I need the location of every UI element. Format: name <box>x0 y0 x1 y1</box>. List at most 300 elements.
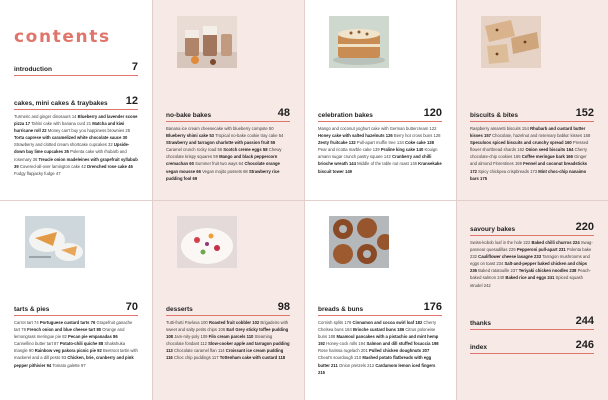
recipe-page: 110 <box>246 334 254 340</box>
recipe-title: Blueberry and lavender scone pizza <box>14 114 138 127</box>
recipe-list <box>166 319 290 362</box>
recipe-title: Honey cake with salted hazelnuts <box>318 133 385 139</box>
recipe-list <box>318 125 442 175</box>
recipe-title: Covered-all-over lamington cake <box>19 163 81 169</box>
section-rule <box>166 121 290 122</box>
recipe-title: Turmeric and ginger dinosaurs <box>14 114 71 119</box>
section-heading[interactable] <box>14 62 138 73</box>
recipe-entry[interactable] <box>478 169 537 174</box>
recipe-title: Honey-cock rolls <box>326 341 358 347</box>
recipe-page: 100 <box>200 320 208 325</box>
biscuit-bark-photo <box>481 16 541 68</box>
recipe-title: Rose harissa rugelach <box>318 348 360 354</box>
recipe-page: 114 <box>217 348 225 354</box>
recipe-page: 46 <box>128 163 133 169</box>
recipe-page: 17 <box>25 121 31 127</box>
recipe-entry[interactable] <box>318 320 351 325</box>
recipe-title: Strawberry and tarragon charlotte with passion fruit <box>166 140 270 146</box>
recipe-entry[interactable] <box>40 320 95 325</box>
section-heading[interactable] <box>14 302 138 313</box>
recipe-title: Matcha and kiwi hurricane roll <box>14 121 125 134</box>
recipe-title: Cherry chocolate-chip cookies <box>470 147 588 160</box>
recipe-entry[interactable] <box>470 140 572 145</box>
recipe-list <box>14 113 138 177</box>
recipe-page: 82 <box>62 334 67 340</box>
recipe-title: Berry hot cross buns <box>393 133 433 139</box>
recipe-entry[interactable] <box>20 164 86 169</box>
recipe-page: 166 <box>565 154 573 160</box>
recipe-page: 90 <box>28 348 34 354</box>
recipe-title: Portuguese custard tarts <box>39 320 90 325</box>
recipe-title: Tarragon mushrooms and eggs on toast <box>470 254 590 267</box>
section-desserts <box>166 302 290 362</box>
recipe-entry[interactable] <box>48 128 130 133</box>
recipe-title: Orange and lemongrass meringue pie <box>14 327 125 340</box>
recipe-entry[interactable] <box>353 327 404 332</box>
recipe-entry[interactable] <box>318 126 437 131</box>
recipe-entry[interactable] <box>166 147 222 152</box>
recipe-entry[interactable] <box>202 169 248 174</box>
recipe-entry[interactable] <box>318 355 361 360</box>
recipe-title: Baked ratatouille <box>478 268 510 274</box>
recipe-title: Swag-pannear quesadillas <box>470 240 593 253</box>
recipe-entry[interactable] <box>366 341 438 346</box>
recipe-page: 237 <box>510 268 518 274</box>
section-rule <box>14 75 138 76</box>
recipe-entry[interactable] <box>60 341 103 346</box>
section-biscuits <box>470 108 594 182</box>
recipe-title: Filo cream parcels <box>208 334 246 340</box>
recipe-page: 21 <box>86 121 92 127</box>
recipe-entry[interactable] <box>223 147 267 152</box>
section-heading[interactable] <box>318 302 442 313</box>
recipe-entry[interactable] <box>394 133 441 138</box>
recipe-entry[interactable] <box>522 154 573 159</box>
recipe-entry[interactable] <box>357 140 404 145</box>
recipe-page: 93 <box>61 355 67 361</box>
recipe-entry[interactable] <box>318 348 368 353</box>
recipe-title: Mango and coconut yoghurt cake with German buttercream <box>318 126 429 131</box>
recipe-page: 39 <box>14 163 19 169</box>
recipe-page: 86 <box>112 334 118 340</box>
recipe-entry[interactable] <box>519 268 577 273</box>
section-heading[interactable] <box>14 96 138 107</box>
section-heading[interactable] <box>318 108 442 119</box>
recipe-page: 241 <box>547 275 555 281</box>
recipe-title: Cauliflower cheese lasagne <box>478 254 533 260</box>
recipe-title: Jam-roly-poly <box>174 334 200 340</box>
recipe-title: Pecan pie empanadas <box>68 334 112 340</box>
recipe-title: Tropical no-bake cookie tray cake <box>215 133 278 139</box>
recipe-entry[interactable] <box>14 114 76 119</box>
recipe-title: Mango and black peppercorn cremachan <box>166 154 278 167</box>
recipe-title: Choc chip puddings <box>173 355 211 361</box>
recipe-title: Chocolate caramel flan <box>173 348 217 354</box>
recipe-entry[interactable] <box>525 147 573 152</box>
section-rule <box>318 315 442 316</box>
recipe-title: Steaming chocolate fondant <box>166 334 273 347</box>
recipe-title: Money can't buy you happiness brownies <box>47 128 125 134</box>
recipe-page: 224 <box>572 240 580 245</box>
recipe-title: Spiced squash strudel <box>470 275 583 288</box>
recipe-page: 238 <box>569 268 577 274</box>
recipe-page: 149 <box>345 168 352 174</box>
section-rule <box>318 121 442 122</box>
recipe-title: Upside-down bay lime cupcakes <box>14 142 130 155</box>
recipe-title: Chocolate orange vegan mousse <box>166 161 280 174</box>
section-heading[interactable] <box>166 302 290 313</box>
section-savoury <box>470 222 594 289</box>
recipe-title: Cheat's sourdough <box>318 355 354 361</box>
recipe-page: 233 <box>534 254 542 260</box>
row-divider <box>0 200 608 201</box>
recipe-page: 108 <box>166 334 173 340</box>
recipe-entry[interactable] <box>492 133 590 138</box>
recipe-entry[interactable] <box>381 147 423 152</box>
section-title[interactable]: cakes, mini cakes & traybakes <box>14 100 108 107</box>
layer-cake-photo <box>329 16 389 68</box>
section-heading[interactable] <box>470 108 594 119</box>
recipe-entry[interactable] <box>215 133 283 138</box>
recipe-title: Pepperoni pull-apart <box>516 247 558 253</box>
recipe-page: 87 <box>54 341 59 347</box>
recipe-title: Vegan mojito possets <box>202 168 242 174</box>
recipe-page: 232 <box>470 254 477 260</box>
section-title[interactable]: savoury bakes <box>470 226 516 233</box>
recipe-title: Maamoul pancakes with a pistachio and mint hemp <box>336 334 439 340</box>
recipe-title: Brioche custard buns <box>352 327 396 333</box>
recipe-entry[interactable] <box>318 147 380 152</box>
recipe-page: 157 <box>483 133 491 139</box>
recipe-page: 106 <box>218 327 226 333</box>
recipe-title: Summer fruit two ways <box>195 161 238 167</box>
tart-slices-photo <box>25 216 85 268</box>
recipe-entry[interactable] <box>470 126 529 131</box>
recipe-entry[interactable] <box>352 320 422 325</box>
recipe-page: 138 <box>426 140 434 146</box>
section-title[interactable]: tarts & pies <box>14 306 50 313</box>
recipe-page: 207 <box>422 348 430 354</box>
recipe-title: Grapefruit ganache tart <box>14 320 133 333</box>
section-page-number[interactable]: 70 <box>125 301 138 313</box>
recipe-list <box>318 319 442 376</box>
page-title: contents <box>14 27 111 47</box>
recipe-page: 178 <box>344 320 352 325</box>
recipe-page: 175 <box>480 175 488 181</box>
recipe-title: Pressed flower shortbread shards <box>470 140 589 153</box>
recipe-title: Raspberry amaretti biscuits <box>470 126 521 131</box>
recipe-entry[interactable] <box>166 140 275 145</box>
recipe-page: 240 <box>497 275 505 281</box>
recipe-page: 242 <box>483 282 491 288</box>
recipe-page: 142 <box>383 154 391 160</box>
recipe-page: 225 <box>508 247 516 253</box>
section-page-number[interactable]: 120 <box>423 107 442 119</box>
recipe-title: Fennel and coconut breadsticks <box>523 161 588 167</box>
recipe-entry[interactable] <box>166 320 208 325</box>
recipe-entry[interactable] <box>532 240 580 245</box>
recipe-entry[interactable] <box>166 126 274 131</box>
recipe-entry[interactable] <box>174 355 219 360</box>
recipe-entry[interactable] <box>478 254 541 259</box>
recipe-title: Strawberry rice pudding fool <box>166 168 280 181</box>
recipe-page: 118 <box>278 355 286 361</box>
recipe-title: Kransekake biscuit tower <box>318 161 442 174</box>
recipe-entry[interactable] <box>339 363 374 368</box>
recipe-page: 122 <box>429 126 437 131</box>
recipe-page: 102 <box>252 320 260 325</box>
recipe-title: Pear and ricotta marble cake <box>318 147 372 153</box>
recipe-page: 173 <box>530 168 538 174</box>
recipe-entry[interactable] <box>14 135 127 140</box>
recipe-page: 78 <box>21 327 26 333</box>
section-title[interactable]: celebration bakes <box>318 112 373 119</box>
section-rule <box>166 315 290 316</box>
section-page-number[interactable]: 7 <box>131 61 138 73</box>
section-celebration <box>318 108 442 175</box>
recipe-entry[interactable] <box>14 142 113 147</box>
recipe-page: 55 <box>270 140 276 146</box>
recipe-title: Potato-chili quiche <box>59 341 98 347</box>
section-title[interactable]: index <box>470 344 487 351</box>
recipe-title: Onion seed biscuits <box>525 147 566 153</box>
recipe-entry[interactable] <box>318 140 356 145</box>
recipe-page: 116 <box>166 355 173 361</box>
recipe-list <box>166 125 290 182</box>
section-index <box>470 340 594 357</box>
section-cakes <box>14 96 138 177</box>
recipe-title: Tahini cake with banana curd <box>31 121 86 127</box>
recipe-entry[interactable] <box>505 275 554 280</box>
recipe-page: 132 <box>348 140 356 146</box>
recipe-page: 50 <box>268 126 274 131</box>
section-rule <box>470 121 594 122</box>
recipe-entry[interactable] <box>87 164 133 169</box>
recipe-title: Salmon and dill stuffed focaccia <box>366 341 431 347</box>
recipe-entry[interactable] <box>35 348 102 353</box>
recipe-page: 66 <box>196 168 201 174</box>
recipe-list <box>14 319 138 369</box>
recipe-title: Baked chilli churros <box>531 240 572 245</box>
recipe-page: 186 <box>397 327 405 333</box>
recipe-entry[interactable] <box>357 161 417 166</box>
recipe-title: Teriyaki chicken noodles <box>518 268 569 274</box>
recipe-entry[interactable] <box>220 355 285 360</box>
recipe-page: 169 <box>514 161 522 167</box>
section-page-number[interactable]: 176 <box>423 301 442 313</box>
recipe-entry[interactable] <box>326 341 365 346</box>
recipe-page: 80 <box>96 327 102 333</box>
recipe-page: 68 <box>243 168 248 174</box>
recipe-page: 158 <box>583 133 591 139</box>
recipe-entry[interactable] <box>14 341 59 346</box>
recipe-title: Citrus poloneise buns <box>318 327 436 340</box>
section-page-number[interactable]: 98 <box>277 301 290 313</box>
recipe-title: Zesty fruitcake <box>318 140 348 146</box>
recipe-page: 184 <box>344 327 352 333</box>
section-heading[interactable] <box>470 222 594 233</box>
recipe-title: Cinnamon and cocoa swirl loaf <box>352 320 415 325</box>
recipe-page: 22 <box>41 128 47 134</box>
recipe-title: Rhubarb and custard butter kisses <box>470 126 586 139</box>
recipe-list <box>470 125 594 182</box>
pretzel-buns-photo <box>329 216 389 268</box>
recipe-entry[interactable] <box>209 320 259 325</box>
recipe-entry[interactable] <box>68 334 118 339</box>
recipe-page: 140 <box>416 147 424 153</box>
section-heading[interactable] <box>470 340 594 351</box>
recipe-title: Caramel crunch rocky road <box>166 147 217 153</box>
recipe-entry[interactable] <box>209 334 254 339</box>
recipe-entry[interactable] <box>517 247 566 252</box>
recipe-page: 25 <box>125 128 131 134</box>
recipe-entry[interactable] <box>174 334 207 339</box>
recipe-page: 231 <box>558 247 566 253</box>
section-page-number[interactable]: 246 <box>575 339 594 351</box>
recipe-page: 160 <box>564 140 572 146</box>
recipe-page: 88 <box>98 341 104 347</box>
recipe-page: 30 <box>122 135 128 141</box>
recipe-title: Carrot tart <box>14 320 33 325</box>
recipe-title: Chocolate, hazelnut and rosemary babka' kisses <box>492 133 583 139</box>
recipe-list <box>470 239 594 289</box>
recipe-title: Cannellino butter tart <box>14 341 53 347</box>
recipe-title: Baked rice and eggs <box>505 275 547 281</box>
recipe-page: 76 <box>90 320 96 325</box>
recipe-title: Scotch creme eggs <box>223 147 262 153</box>
recipe-page: 134 <box>396 140 404 146</box>
section-tarts <box>14 302 138 369</box>
recipe-title: Middle of the table nut roast <box>357 161 409 167</box>
section-heading[interactable] <box>166 108 290 119</box>
recipe-page: 139 <box>372 147 380 153</box>
recipe-entry[interactable] <box>174 348 225 353</box>
section-title[interactable]: introduction <box>14 66 52 73</box>
section-rule <box>470 353 594 354</box>
recipe-page: 146 <box>410 161 417 167</box>
recipe-title: Tutti-frutti Pavlova <box>166 320 200 325</box>
recipe-page: 112 <box>200 341 207 347</box>
recipe-page: 162 <box>517 147 525 153</box>
recipe-title: French onion and blue cheese tart <box>27 327 96 333</box>
recipe-entry[interactable] <box>166 133 214 138</box>
recipe-page: 109 <box>200 334 208 340</box>
section-page-number[interactable]: 220 <box>575 221 594 233</box>
recipe-title: Pull-apart muffin tree <box>356 140 396 146</box>
recipe-title: Treacle onion madeleines with grapefruit syllabub <box>38 156 138 162</box>
recipe-page: 172 <box>470 168 477 174</box>
recipe-page: 201 <box>360 348 368 354</box>
recipe-page: 210 <box>354 355 362 361</box>
section-title[interactable]: thanks <box>470 320 491 327</box>
recipe-page: 165 <box>513 154 521 160</box>
recipe-page: 192 <box>318 341 325 347</box>
recipe-entry[interactable] <box>14 320 39 325</box>
section-page-number[interactable]: 152 <box>575 107 594 119</box>
recipe-entry[interactable] <box>52 363 85 368</box>
recipe-title: Chicken, brie, cranberry and pink pepper pithivier <box>14 355 134 368</box>
recipe-page: 32 <box>108 142 113 148</box>
recipe-page: 69 <box>192 175 198 181</box>
recipe-page: 128 <box>433 133 441 139</box>
recipe-entry[interactable] <box>318 133 393 138</box>
recipe-title: Mashed potato flatbreads with egg butter <box>318 355 432 368</box>
recipe-page: 64 <box>238 161 244 167</box>
section-title[interactable]: breads & buns <box>318 306 364 313</box>
section-page-number[interactable]: 12 <box>125 95 138 107</box>
recipe-entry[interactable] <box>31 121 91 126</box>
recipe-title: Blueberry shimi cake <box>166 133 209 139</box>
recipe-title: Drenched rose cake <box>87 163 127 169</box>
recipe-entry[interactable] <box>195 161 243 166</box>
recipe-entry[interactable] <box>478 268 517 273</box>
recipe-title: Earl Grey sticky toffee pudding <box>226 327 289 333</box>
recipe-title: Croissant ice cream pudding <box>225 348 284 354</box>
recipe-title: Cranberry and chilli brioche wreath <box>318 154 432 167</box>
section-rule <box>14 109 138 110</box>
recipe-page: 97 <box>81 362 86 368</box>
recipe-title: Salt-and-pepper baked chicken and chips <box>504 261 588 267</box>
section-page-number[interactable]: 244 <box>575 315 594 327</box>
recipe-page: 194 <box>358 341 366 347</box>
recipe-page: 188 <box>328 334 336 340</box>
recipe-title: Fudgy flapjacky fudge <box>14 170 55 176</box>
recipe-page: 54 <box>278 133 284 139</box>
recipe-title: Tomato galette <box>52 362 80 368</box>
recipe-title: Coke cake <box>405 140 426 146</box>
recipe-page: 36 <box>32 156 38 162</box>
recipe-title: Peach-baked salmon <box>470 268 591 281</box>
recipe-title: Ginger and almond Florentines <box>470 154 587 167</box>
section-title[interactable]: no-bake bakes <box>166 112 212 119</box>
recipe-page: 211 <box>331 362 338 368</box>
section-heading[interactable] <box>470 316 594 327</box>
recipe-page: 113 <box>166 348 173 354</box>
section-rule <box>470 329 594 330</box>
recipe-page: 47 <box>55 170 61 176</box>
recipe-title: Torta caprese with caramelized white chocolate sauce <box>14 135 122 141</box>
recipe-page: 144 <box>348 161 356 167</box>
recipe-entry[interactable] <box>405 140 434 145</box>
recipe-page: 164 <box>566 147 574 153</box>
section-nobake <box>166 108 290 182</box>
recipe-title: Rainbow veg pakora picnic pie <box>34 348 96 354</box>
recipe-page: 182 <box>415 320 423 325</box>
recipe-title: Onion pretzels <box>338 362 366 368</box>
recipe-page: 60 <box>189 161 194 167</box>
section-rule <box>470 235 594 236</box>
recipe-page: 42 <box>81 163 86 169</box>
section-thanks <box>470 316 594 333</box>
section-title[interactable]: desserts <box>166 306 193 313</box>
recipe-entry[interactable] <box>470 240 530 245</box>
recipe-page: 212 <box>367 362 375 368</box>
recipe-title: Spicy chickpea crispbreads <box>478 168 529 174</box>
section-page-number[interactable]: 48 <box>277 107 290 119</box>
recipe-entry[interactable] <box>14 171 61 176</box>
recipe-title: Banana ice cream cheesecake with blueberry compote <box>166 126 268 131</box>
recipe-page: 14 <box>71 114 77 119</box>
recipe-title: Chewy chocolate krispy squares <box>166 147 282 160</box>
recipe-title: Coffee meringue bark <box>521 154 565 160</box>
recipe-entry[interactable] <box>27 327 101 332</box>
section-introduction <box>14 62 138 79</box>
section-title[interactable]: biscuits & bites <box>470 112 519 119</box>
pavlova-photo <box>177 216 237 268</box>
recipe-entry[interactable] <box>369 348 429 353</box>
recipe-page: 154 <box>521 126 529 131</box>
recipe-page: 94 <box>46 362 52 368</box>
